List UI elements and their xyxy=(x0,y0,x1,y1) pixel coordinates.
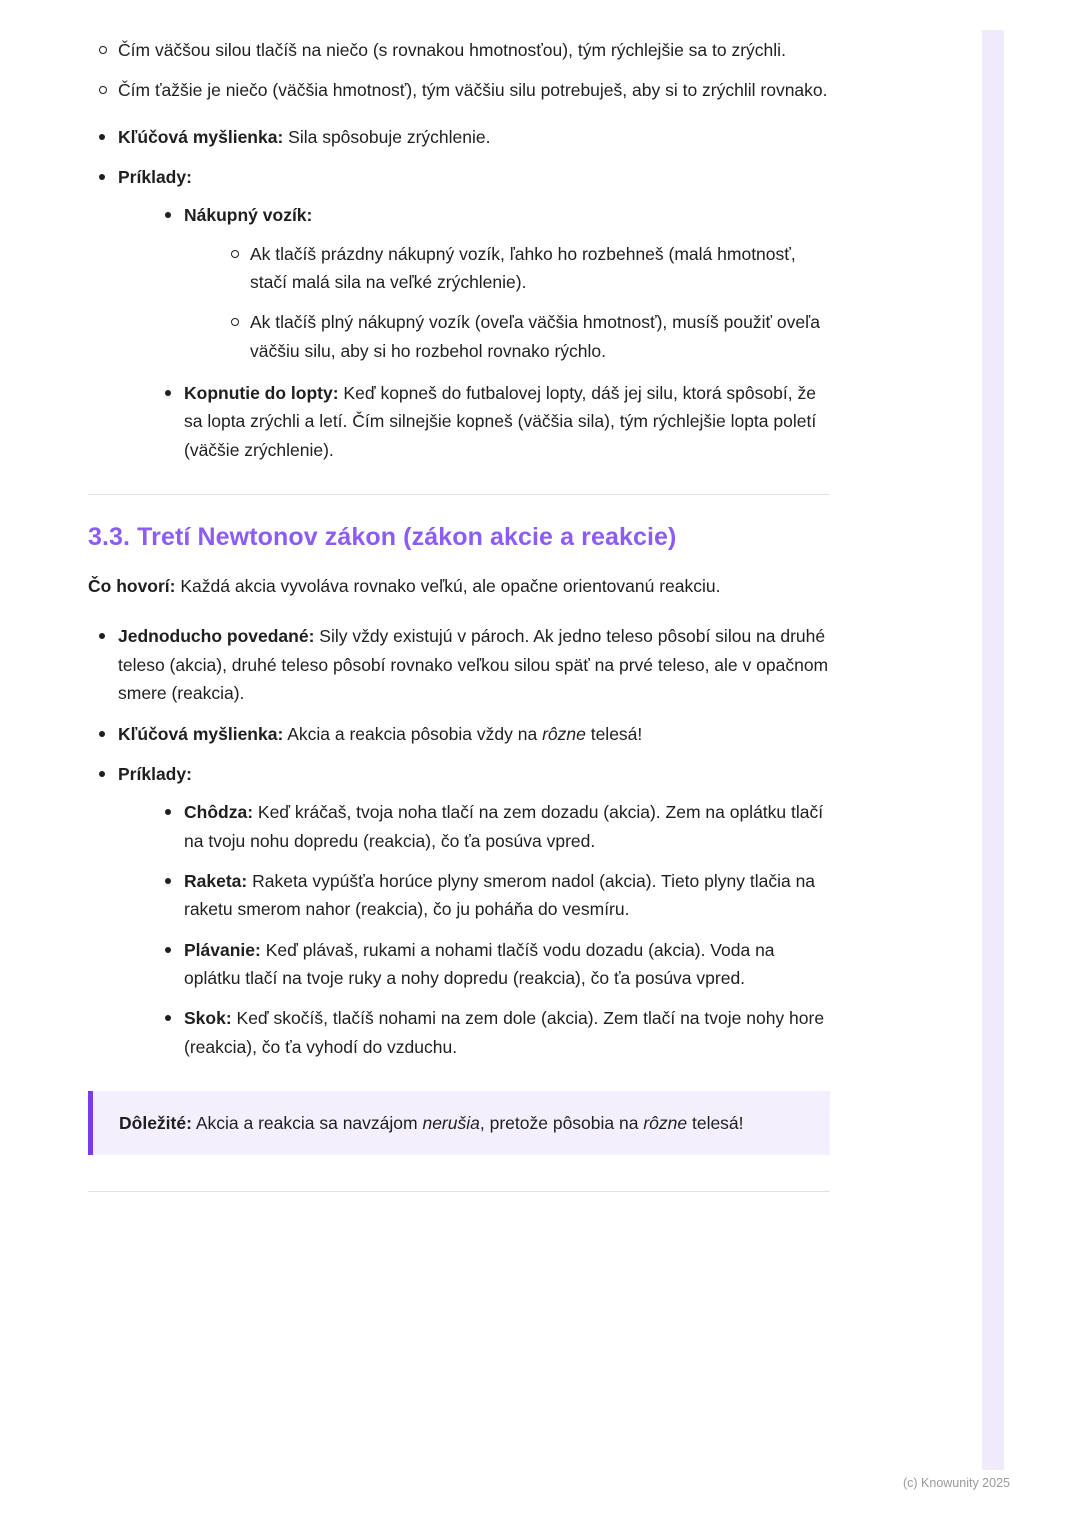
list-item xyxy=(154,1004,830,1061)
section-bullet-list xyxy=(88,622,830,1060)
callout-emphasis-2: rôzne xyxy=(643,1112,688,1133)
key-idea-label: Kľúčová myšlienka: xyxy=(118,723,284,744)
key-idea-text: Sila spôsobuje zrýchlenie. xyxy=(283,126,491,147)
sub-bullet-text-1: Čím väčšou silou tlačíš na niečo (s rovnakou hmotnosťou), tým rýchlejšie sa to zrýchli. xyxy=(118,40,786,60)
simple-label: Jednoducho povedané: xyxy=(118,626,315,647)
footer-divider xyxy=(88,1191,830,1192)
section-lead xyxy=(88,572,830,600)
list-item-key-idea xyxy=(88,720,830,748)
simple-text: Sily vždy existujú v pároch. Ak jedno teleso pôsobí silou na druhé teleso (akcia), druhé teleso pôsobí rovnako veľkou silou späť na prvé teleso, ale v opačnom smere (reakcia). xyxy=(118,626,829,704)
cart-item-text-2: Ak tlačíš plný nákupný vozík (oveľa väčšia hmotnosť), musíš použiť oveľa väčšiu silu, aby si ho rozbehol rovnako rýchlo. xyxy=(250,312,820,361)
example-cart-label: Nákupný vozík: xyxy=(184,205,313,226)
list-item xyxy=(154,936,830,993)
list-item xyxy=(154,867,830,924)
examples-list xyxy=(154,201,830,464)
list-item xyxy=(88,76,830,104)
list-item-simple xyxy=(88,622,830,707)
key-idea-label: Kľúčová myšlienka: xyxy=(118,126,284,147)
callout-post: telesá! xyxy=(687,1112,744,1133)
lead-text: Každá akcia vyvoláva rovnako veľkú, ale opačne orientovanú reakciu. xyxy=(175,576,721,597)
list-item xyxy=(220,240,830,297)
example-swimming-label: Plávanie: xyxy=(184,939,261,960)
callout-mid: , pretože pôsobia na xyxy=(479,1112,644,1133)
example-jump-text: Keď skočíš, tlačíš nohami na zem dole (akcia). Zem tlačí na tvoje nohy hore (reakcia), čo ťa vyhodí do vzduchu. xyxy=(184,1008,825,1057)
list-item-examples xyxy=(88,163,830,464)
top-sub-bullet-list xyxy=(88,36,830,105)
example-rocket-text: Raketa vypúšťa horúce plyny smerom nadol (akcia). Tieto plyny tlačia na raketu smerom nahor (reakcia), čo ju poháňa do vesmíru. xyxy=(184,870,816,920)
copyright-notice: (c) Knowunity 2025 xyxy=(902,1476,1010,1490)
example-ball-text: Keď kopneš do futbalovej lopty, dáš jej silu, ktorá spôsobí, že sa lopta zrýchli a letí. Čím silnejšie kopneš (väčšia sila), tým rýchlejšie lopta poletí (väčšie zrýchlenie). xyxy=(184,383,817,460)
examples-label: Príklady: xyxy=(118,763,192,784)
cart-item-text-1: Ak tlačíš prázdny nákupný vozík, ľahko ho rozbehneš (malá hmotnosť, stačí malá sila na veľké zrýchlenie). xyxy=(250,243,796,293)
example-jump-label: Skok: xyxy=(184,1008,232,1029)
lead-label: Čo hovorí: xyxy=(88,576,176,597)
key-idea-post: telesá! xyxy=(585,723,643,744)
example-rocket-label: Raketa: xyxy=(184,870,248,891)
list-item-cart xyxy=(154,201,830,365)
example-walking-label: Chôdza: xyxy=(184,802,254,823)
list-item-key-idea xyxy=(88,123,830,151)
cart-detail-list xyxy=(220,240,830,365)
list-item-ball xyxy=(154,379,830,464)
scrollbar-track[interactable] xyxy=(982,30,1004,1470)
callout-emphasis-1: nerušia xyxy=(422,1112,480,1133)
example-walking-text: Keď kráčaš, tvoja noha tlačí na zem dozadu (akcia). Zem na oplátku tlačí na tvoju nohu dopredu (reakcia), čo ťa posúva vpred. xyxy=(184,802,824,851)
key-idea-emphasis: rôzne xyxy=(542,723,586,744)
top-main-bullet-list xyxy=(88,123,830,464)
example-ball-label: Kopnutie do lopty: xyxy=(184,383,339,404)
list-item xyxy=(154,798,830,855)
sub-bullet-text-2: Čím ťažšie je niečo (väčšia hmotnosť), tým väčšiu silu potrebuješ, aby si to zrýchlil rovnako. xyxy=(118,80,828,101)
example-swimming-text: Keď plávaš, rukami a nohami tlačíš vodu dozadu (akcia). Voda na oplátku tlačí na tvoje ruky a nohy dopredu (reakcia), čo ťa posúva vpred. xyxy=(184,939,775,988)
list-item xyxy=(88,36,830,64)
callout-label: Dôležité: xyxy=(119,1112,192,1133)
callout-pre: Akcia a reakcia sa navzájom xyxy=(191,1112,423,1133)
section-examples-list xyxy=(154,798,830,1061)
list-item-examples xyxy=(88,760,830,1061)
page-side-strip xyxy=(980,0,1080,1528)
page-title: 3.3. Tretí Newtonov zákon (zákon akcie a reakcie) xyxy=(88,523,677,552)
examples-label: Príklady: xyxy=(118,167,192,188)
key-idea-pre: Akcia a reakcia pôsobia vždy na xyxy=(283,723,543,744)
list-item xyxy=(220,308,830,365)
section-divider xyxy=(88,494,830,495)
important-callout xyxy=(88,1091,830,1155)
